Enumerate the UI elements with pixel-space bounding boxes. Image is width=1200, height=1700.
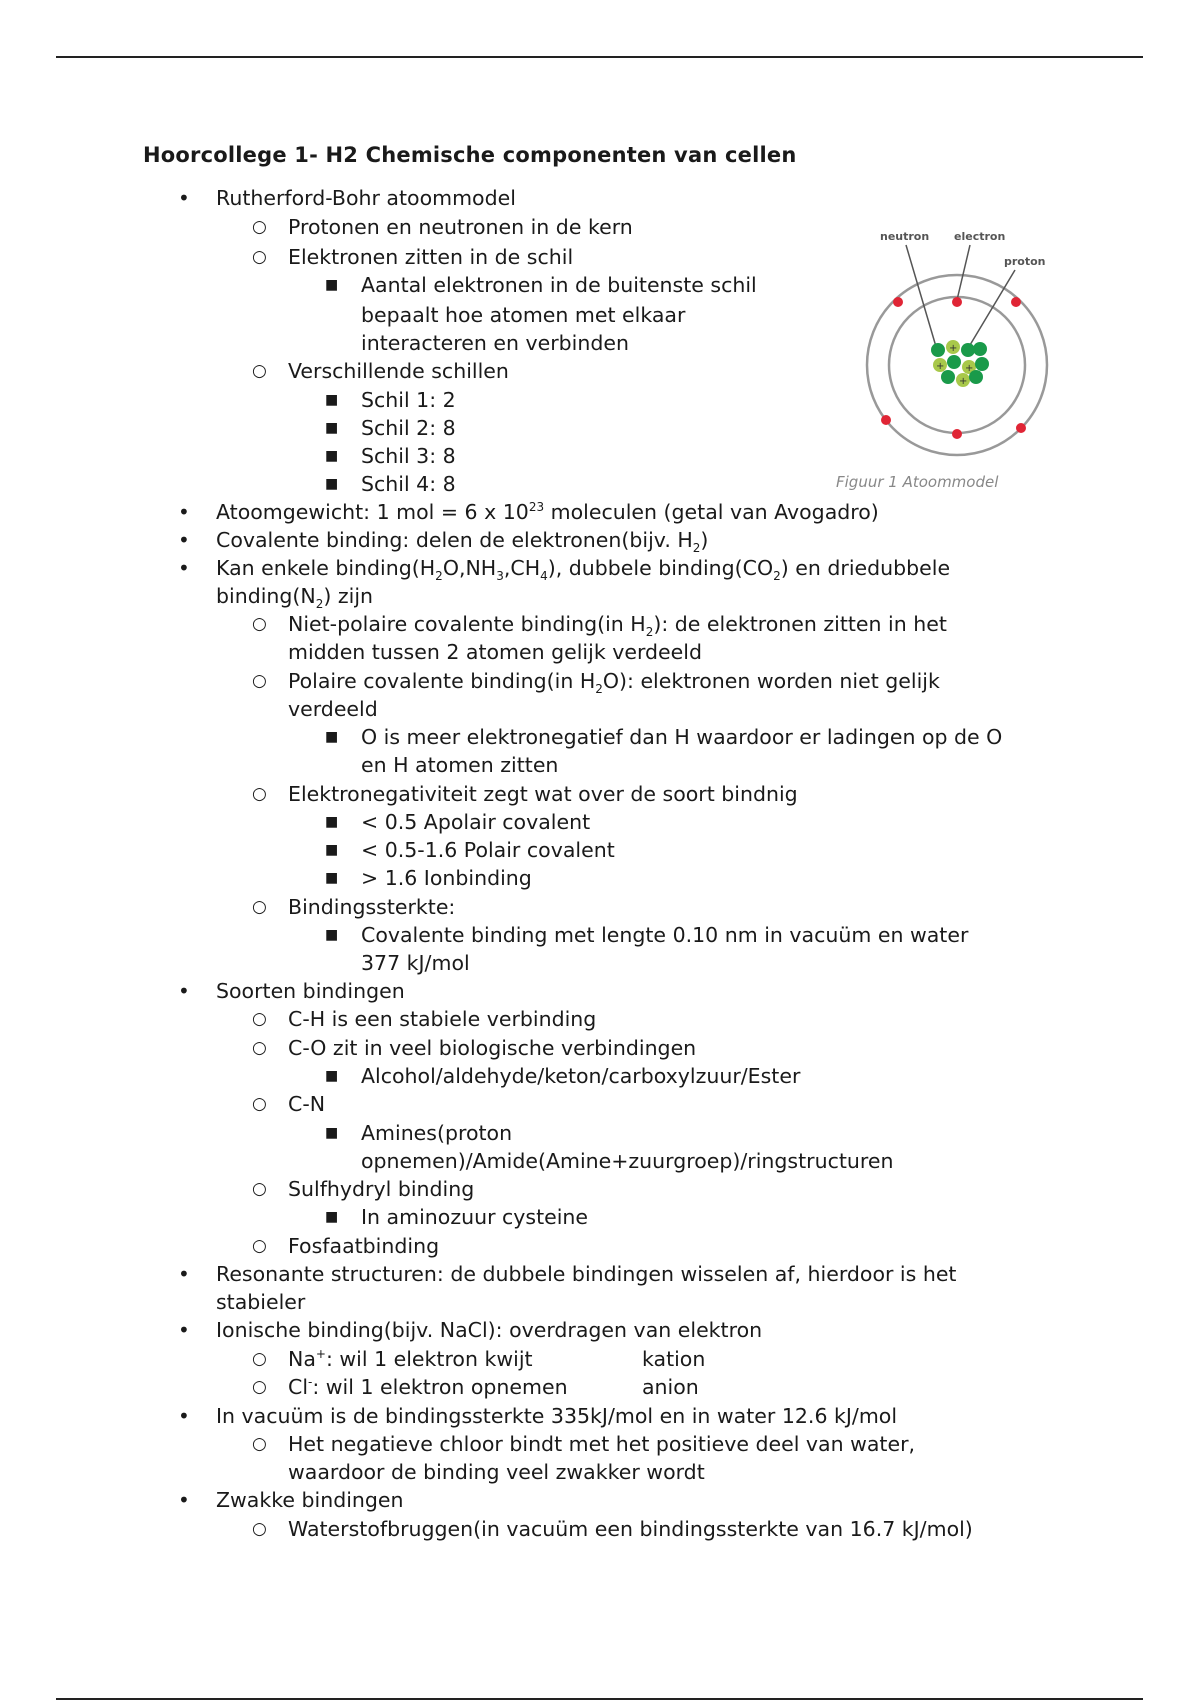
list-item: Niet-polaire covalente binding(in $H_2$): de elektronen zitten in het xyxy=(288,612,947,640)
bullet: • xyxy=(178,556,190,580)
list-item: Aantal elektronen in de buitenste schil xyxy=(361,273,757,297)
list-item: > 1.6 Ionbinding xyxy=(361,866,532,890)
bullet: ■ xyxy=(325,1209,339,1225)
bullet: ○ xyxy=(252,1038,267,1058)
bullet: ○ xyxy=(252,1094,267,1114)
electron-label: electron xyxy=(954,230,1006,243)
svg-text:+: + xyxy=(959,376,968,387)
svg-text:+: + xyxy=(936,361,945,372)
list-item: Atoomgewicht: 1 mol = 6 x $10^{23}$ moleculen (getal van Avogadro) xyxy=(216,500,879,524)
list-item: O is meer elektronegatief dan H waardoor er ladingen op de O xyxy=(361,725,1003,749)
list-item-cont: $binding(N_2)$ zijn xyxy=(216,584,374,612)
list-item: Polaire covalente binding(in $H_2O$): elektronen worden niet gelijk xyxy=(288,669,940,697)
figure-caption: Figuur 1 Atoommodel xyxy=(836,473,999,491)
list-item: Na+: wil 1 elektron kwijt xyxy=(288,1347,533,1371)
list-item: Zwakke bindingen xyxy=(216,1488,404,1512)
cation-label: kation xyxy=(642,1347,706,1371)
bullet: ■ xyxy=(325,1068,339,1084)
bullet: ■ xyxy=(325,448,339,464)
list-item: < 0.5-1.6 Polair covalent xyxy=(361,838,615,862)
bullet: • xyxy=(178,979,190,1003)
bullet: • xyxy=(178,500,190,524)
nucleus xyxy=(931,340,989,387)
list-item: Waterstofbruggen(in vacuüm een bindingssterkte van 16.7 kJ/mol) xyxy=(288,1517,973,1541)
list-item: Rutherford-Bohr atoommodel xyxy=(216,186,516,210)
bullet: ■ xyxy=(325,420,339,436)
svg-text:+: + xyxy=(949,343,958,354)
bullet: ○ xyxy=(252,784,267,804)
list-item-cont: opnemen)/Amide(Amine+zuurgroep)/ringstructuren xyxy=(361,1149,894,1173)
bullet: ■ xyxy=(325,476,339,492)
list-item: Bindingssterkte: xyxy=(288,895,456,919)
list-item: C-N xyxy=(288,1092,326,1116)
list-item-cont: stabieler xyxy=(216,1290,306,1314)
list-item: Schil 4: 8 xyxy=(361,472,456,496)
list-item: Resonante structuren: de dubbele bindingen wisselen af, hierdoor is het xyxy=(216,1262,957,1286)
list-item: Het negatieve chloor bindt met het positieve deel van water, xyxy=(288,1432,916,1456)
bullet: ○ xyxy=(252,614,267,634)
list-item: Schil 1: 2 xyxy=(361,388,456,412)
list-item: Cl-: wil 1 elektron opnemen xyxy=(288,1375,568,1399)
bullet: ■ xyxy=(325,729,339,745)
list-item: C-O zit in veel biologische verbindingen xyxy=(288,1036,697,1060)
header-rule xyxy=(56,56,1143,58)
list-item: Sulfhydryl binding xyxy=(288,1177,475,1201)
page-title: Hoorcollege 1- H2 Chemische componenten van cellen xyxy=(143,143,797,167)
bullet: ■ xyxy=(325,814,339,830)
bullet: ○ xyxy=(252,1236,267,1256)
list-item: Fosfaatbinding xyxy=(288,1234,440,1258)
list-item-cont: verdeeld xyxy=(288,697,378,721)
list-item: Elektronen zitten in de schil xyxy=(288,245,574,269)
list-item-cont: waardoor de binding veel zwakker wordt xyxy=(288,1460,705,1484)
bullet: ○ xyxy=(252,1179,267,1199)
list-item: Covalente binding met lengte 0.10 nm in vacuüm en water xyxy=(361,923,969,947)
bullet: ○ xyxy=(252,217,267,237)
list-item: Amines(proton xyxy=(361,1121,513,1145)
list-item: Verschillende schillen xyxy=(288,359,509,383)
atom-model-figure xyxy=(830,225,1060,465)
list-item-cont: 377 kJ/mol xyxy=(361,951,470,975)
list-item: Elektronegativiteit zegt wat over de soort bindnig xyxy=(288,782,798,806)
bullet: ○ xyxy=(252,897,267,917)
bullet: ■ xyxy=(325,277,339,293)
bullet: ■ xyxy=(325,870,339,886)
bullet: ■ xyxy=(325,392,339,408)
list-item-cont: midden tussen 2 atomen gelijk verdeeld xyxy=(288,640,702,664)
bullet: ○ xyxy=(252,1009,267,1029)
list-item: Soorten bindingen xyxy=(216,979,405,1003)
bullet: ■ xyxy=(325,927,339,943)
bullet: • xyxy=(178,186,190,210)
list-item: C-H is een stabiele verbinding xyxy=(288,1007,597,1031)
list-item-cont: en H atomen zitten xyxy=(361,753,559,777)
list-item: In aminozuur cysteine xyxy=(361,1205,589,1229)
bullet: ○ xyxy=(252,1434,267,1454)
svg-text:+: + xyxy=(965,363,974,374)
list-item: In vacuüm is de bindingssterkte 335kJ/mol en in water 12.6 kJ/mol xyxy=(216,1404,898,1428)
list-item-cont: bepaalt hoe atomen met elkaar xyxy=(361,303,686,327)
list-item: Ionische binding(bijv. NaCl): overdragen van elektron xyxy=(216,1318,763,1342)
bullet: • xyxy=(178,1404,190,1428)
bullet: • xyxy=(178,1318,190,1342)
bullet: • xyxy=(178,1488,190,1512)
bullet: ■ xyxy=(325,1125,339,1141)
list-item: Protonen en neutronen in de kern xyxy=(288,215,633,239)
bullet: • xyxy=(178,1262,190,1286)
anion-label: anion xyxy=(642,1375,699,1399)
neutron-label: neutron xyxy=(880,230,930,243)
list-item: < 0.5 Apolair covalent xyxy=(361,810,591,834)
list-item: Alcohol/aldehyde/keton/carboxylzuur/Ester xyxy=(361,1064,801,1088)
bullet: ○ xyxy=(252,671,267,691)
bullet: ○ xyxy=(252,361,267,381)
bullet: • xyxy=(178,528,190,552)
bullet: ○ xyxy=(252,247,267,267)
list-item: Covalente binding: delen de elektronen(bijv. $H_2$) xyxy=(216,528,709,556)
list-item: Kan enkele $binding(H_2O,NH_3,CH_4)$, dubbele $binding(CO_2)$ en driedubbele xyxy=(216,556,951,584)
list-item-cont: interacteren en verbinden xyxy=(361,331,629,355)
bullet: ○ xyxy=(252,1519,267,1539)
proton-label: proton xyxy=(1004,255,1046,268)
list-item: Schil 3: 8 xyxy=(361,444,456,468)
bullet: ■ xyxy=(325,842,339,858)
bullet: ○ xyxy=(252,1377,267,1397)
list-item: Schil 2: 8 xyxy=(361,416,456,440)
bullet: ○ xyxy=(252,1349,267,1369)
